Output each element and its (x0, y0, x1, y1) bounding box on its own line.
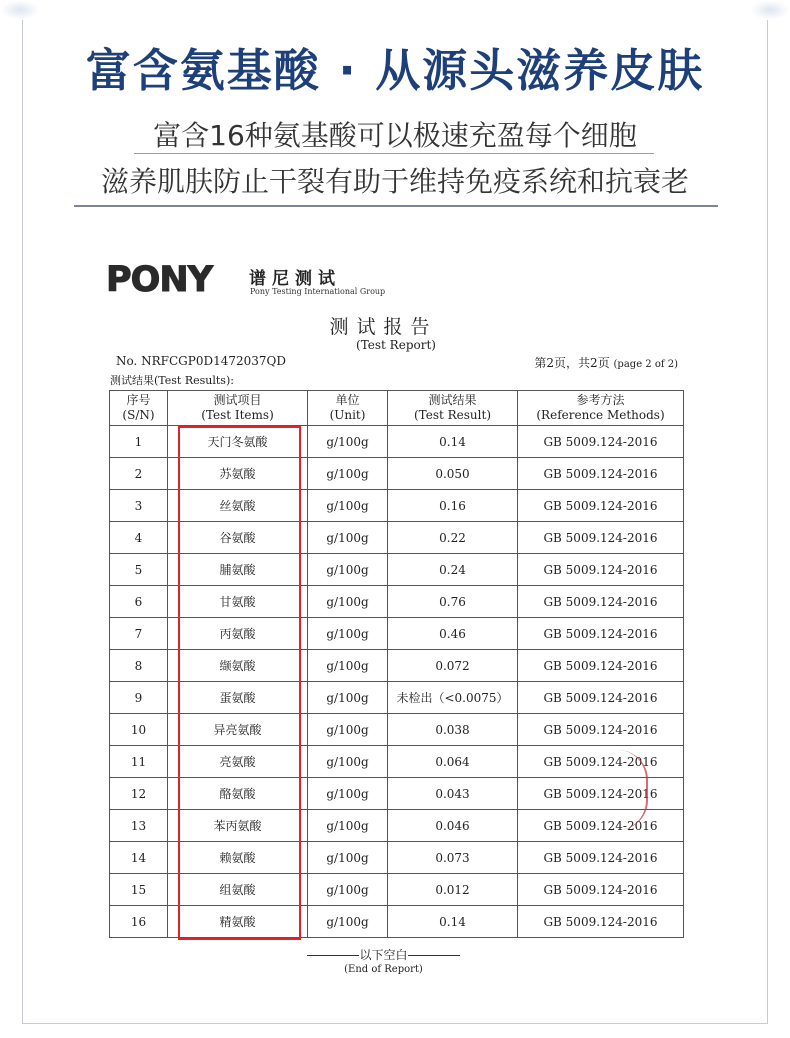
corner-decoration (750, 0, 790, 20)
cell-unit: g/100g (308, 554, 388, 586)
column-header: 参考方法 (Reference Methods) (518, 391, 684, 426)
subtitle-2: 滋养肌肤防止干裂有助于维持免疫系统和抗衰老 (100, 165, 689, 198)
cell-result: 0.22 (388, 522, 518, 554)
cell-sn: 10 (110, 714, 168, 746)
column-header: 测试项目 (Test Items) (168, 391, 308, 426)
cell-method: GB 5009.124-2016 (518, 810, 684, 842)
logo-word: PONY (106, 260, 213, 300)
cell-method: GB 5009.124-2016 (518, 554, 684, 586)
cell-method: GB 5009.124-2016 (518, 618, 684, 650)
cell-result: 未检出（<0.0075） (388, 682, 518, 714)
cell-result: 0.050 (388, 458, 518, 490)
cell-result: 0.76 (388, 586, 518, 618)
cell-unit: g/100g (308, 522, 388, 554)
cell-method: GB 5009.124-2016 (518, 682, 684, 714)
cell-unit: g/100g (308, 746, 388, 778)
cell-unit: g/100g (308, 714, 388, 746)
cell-unit: g/100g (308, 874, 388, 906)
test-report-scan (96, 250, 696, 990)
cell-method: GB 5009.124-2016 (518, 650, 684, 682)
cell-method: GB 5009.124-2016 (518, 458, 684, 490)
cell-item: 精氨酸 (168, 906, 308, 938)
cell-item: 蛋氨酸 (168, 682, 308, 714)
cell-sn: 14 (110, 842, 168, 874)
cell-method: GB 5009.124-2016 (518, 842, 684, 874)
cell-sn: 4 (110, 522, 168, 554)
page-indicator-en: (page 2 of 2) (613, 359, 678, 370)
cell-method: GB 5009.124-2016 (518, 906, 684, 938)
cell-sn: 13 (110, 810, 168, 842)
cell-sn: 2 (110, 458, 168, 490)
cell-sn: 7 (110, 618, 168, 650)
cell-item: 异亮氨酸 (168, 714, 308, 746)
cell-unit: g/100g (308, 586, 388, 618)
cell-result: 0.072 (388, 650, 518, 682)
cell-item: 亮氨酸 (168, 746, 308, 778)
cell-unit: g/100g (308, 650, 388, 682)
cell-unit: g/100g (308, 682, 388, 714)
end-of-report: 以下空白 (96, 946, 671, 963)
cell-sn: 16 (110, 906, 168, 938)
cell-item: 赖氨酸 (168, 842, 308, 874)
cell-result: 0.14 (388, 906, 518, 938)
report-number: No. NRFCGP0D1472037QD (116, 354, 287, 368)
cell-result: 0.073 (388, 842, 518, 874)
cell-method: GB 5009.124-2016 (518, 586, 684, 618)
cell-item: 酪氨酸 (168, 778, 308, 810)
cell-unit: g/100g (308, 906, 388, 938)
cell-result: 0.46 (388, 618, 518, 650)
corner-decoration (0, 0, 40, 20)
highlight-box (178, 426, 301, 940)
cell-sn: 5 (110, 554, 168, 586)
column-header: 序号 (S/N) (110, 391, 168, 426)
page-indicator-cn: 第2页，共2页 (534, 356, 610, 370)
cell-item: 缬氨酸 (168, 650, 308, 682)
divider (74, 205, 718, 207)
cell-unit: g/100g (308, 778, 388, 810)
cell-result: 0.24 (388, 554, 518, 586)
cell-sn: 1 (110, 426, 168, 458)
cell-sn: 6 (110, 586, 168, 618)
cell-unit: g/100g (308, 458, 388, 490)
cell-item: 天门冬氨酸 (168, 426, 308, 458)
cell-item: 脯氨酸 (168, 554, 308, 586)
page-indicator (534, 354, 678, 371)
headline: 富含氨基酸 · 从源头滋养皮肤 (85, 44, 705, 97)
column-header: 单位 (Unit) (308, 391, 388, 426)
cell-item: 甘氨酸 (168, 586, 308, 618)
cell-item: 谷氨酸 (168, 522, 308, 554)
cell-sn: 11 (110, 746, 168, 778)
cell-method: GB 5009.124-2016 (518, 714, 684, 746)
column-header: 测试结果 (Test Result) (388, 391, 518, 426)
cell-item: 丝氨酸 (168, 490, 308, 522)
cell-unit: g/100g (308, 618, 388, 650)
cell-method: GB 5009.124-2016 (518, 874, 684, 906)
cell-item: 苏氨酸 (168, 458, 308, 490)
cell-result: 0.043 (388, 778, 518, 810)
cell-result: 0.16 (388, 490, 518, 522)
pony-logo (106, 262, 212, 298)
cell-sn: 15 (110, 874, 168, 906)
cell-item: 组氨酸 (168, 874, 308, 906)
cell-result: 0.064 (388, 746, 518, 778)
cell-unit: g/100g (308, 842, 388, 874)
report-title: 测试报告 (329, 316, 438, 338)
results-label: 测试结果(Test Results): (110, 374, 234, 387)
cell-result: 0.038 (388, 714, 518, 746)
cell-method: GB 5009.124-2016 (518, 778, 684, 810)
cell-sn: 9 (110, 682, 168, 714)
cell-unit: g/100g (308, 426, 388, 458)
logo-english: Pony Testing International Group (250, 287, 386, 296)
end-of-report-en: (End of Report) (344, 964, 423, 975)
cell-method: GB 5009.124-2016 (518, 522, 684, 554)
cell-sn: 8 (110, 650, 168, 682)
cell-result: 0.012 (388, 874, 518, 906)
cell-method: GB 5009.124-2016 (518, 426, 684, 458)
divider (134, 153, 654, 154)
cell-sn: 3 (110, 490, 168, 522)
cell-item: 丙氨酸 (168, 618, 308, 650)
cell-unit: g/100g (308, 810, 388, 842)
cell-result: 0.14 (388, 426, 518, 458)
cell-method: GB 5009.124-2016 (518, 746, 684, 778)
cell-item: 苯丙氨酸 (168, 810, 308, 842)
cell-sn: 12 (110, 778, 168, 810)
cell-result: 0.046 (388, 810, 518, 842)
logo-chinese: 谱尼测试 (249, 269, 341, 289)
report-title-en: (Test Report) (356, 338, 436, 352)
table-header-row (110, 391, 684, 426)
cell-unit: g/100g (308, 490, 388, 522)
subtitle-1: 富含16种氨基酸可以极速充盈每个细胞 (153, 119, 637, 152)
cell-method: GB 5009.124-2016 (518, 490, 684, 522)
